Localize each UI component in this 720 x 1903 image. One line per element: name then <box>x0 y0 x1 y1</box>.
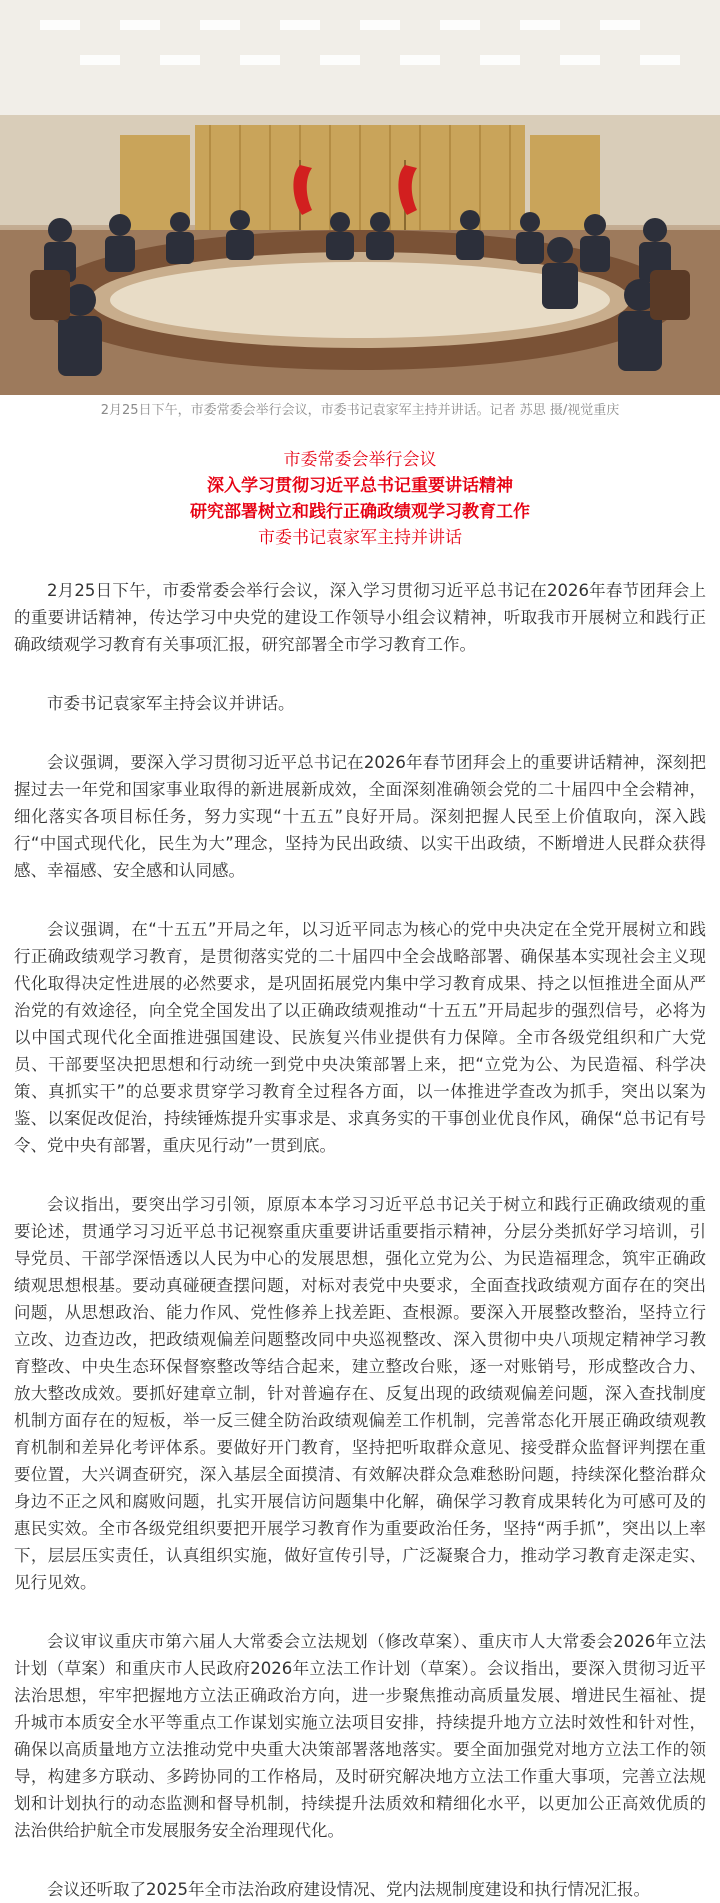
meeting-photo-illustration <box>0 0 720 395</box>
meeting-photo <box>0 0 720 395</box>
article-paragraph: 会议还听取了2025年全市法治政府建设情况、党内法规制度建设和执行情况汇报。 <box>47 1880 650 1899</box>
article-paragraph: 2月25日下午，市委常委会举行会议，深入学习贯彻习近平总书记在2026年春节团拜会上的重要讲话精神，传达学习中央党的建设工作领导小组会议精神，听取我市开展树立和践行正确政绩观学习教育有关事项汇报，研究部署全市学习教育工作。 <box>14 581 706 654</box>
headline-kicker: 市委常委会举行会议 <box>283 450 437 470</box>
article-paragraph: 市委书记袁家军主持会议并讲话。 <box>47 694 295 713</box>
headline-title-line-2: 研究部署树立和践行正确政绩观学习教育工作 <box>190 502 530 522</box>
article-body <box>0 577 720 1903</box>
headline-title-line-1: 深入学习贯彻习近平总书记重要讲话精神 <box>207 476 513 496</box>
article-headline <box>0 447 720 551</box>
photo-caption: 2月25日下午，市委常委会举行会议，市委书记袁家军主持并讲话。记者 苏思 摄/视觉重庆 <box>100 403 620 418</box>
article-paragraph: 会议审议重庆市第六届人大常委会立法规划（修改草案）、重庆市人大常委会2026年立法计划（草案）和重庆市人民政府2026年立法工作计划（草案）。会议指出，要深入贯彻习近平法治思想，牢牢把握地方立法正确政治方向，进一步聚焦推动高质量发展、增进民生福祉、提升城市本质安全水平等重点工作谋划实施立法项目安排，持续提升地方立法时效性和针对性，确保以高质量地方立法推动党中央重大决策部署落地落实。要全面加强党对地方立法工作的领导，构建多方联动、多跨协同的工作格局，及时研究解决地方立法工作重大事项，完善立法规划和计划执行的动态监测和督导机制，持续提升法质效和精细化水平，以更加公正高效优质的法治供给护航全市发展服务安全治理现代化。 <box>14 1632 706 1840</box>
article-paragraph: 会议强调，要深入学习贯彻习近平总书记在2026年春节团拜会上的重要讲话精神，深刻把握过去一年党和国家事业取得的新进展新成效，全面深刻准确领会党的二十届四中全会精神，细化落实各项目标任务，努力实现“十五五”良好开局。深刻把握人民至上价值取向，深入践行“中国式现代化，民生为大”理念，坚持为民出政绩、以实干出政绩，不断增进人民群众获得感、幸福感、安全感和认同感。 <box>14 753 706 880</box>
headline-subtitle: 市委书记袁家军主持并讲话 <box>258 528 462 548</box>
article-paragraph: 会议指出，要突出学习引领，原原本本学习习近平总书记关于树立和践行正确政绩观的重要论述，贯通学习习近平总书记视察重庆重要讲话重要指示精神，分层分类抓好学习培训，引导党员、干部学深悟透以人民为中心的发展思想，强化立党为公、为民造福理念，筑牢正确政绩观思想根基。要动真碰硬查摆问题，对标对表党中央要求，全面查找政绩观方面存在的突出问题，从思想政治、能力作风、党性修养上找差距、查根源。要深入开展整改整治，坚持立行立改、边查边改，把政绩观偏差问题整改同中央巡视整改、深入贯彻中央八项规定精神学习教育整改、中央生态环保督察整改等结合起来，建立整改台账，逐一对账销号，形成整改合力、放大整改成效。要抓好建章立制，针对普遍存在、反复出现的政绩观偏差问题，深入查找制度机制方面存在的短板，举一反三健全防治政绩观偏差工作机制，完善常态化开展正确政绩观教育机制和差异化考评体系。要做好开门教育，坚持把听取群众意见、接受群众监督评判摆在重要位置，大兴调查研究，深入基层全面摸清、有效解决群众急难愁盼问题，持续深化整治群众身边不正之风和腐败问题，扎实开展信访问题集中化解，确保学习教育成果转化为可感可及的惠民实效。全市各级党组织要把开展学习教育作为重要政治任务，坚持“两手抓”，突出以上率下，层层压实责任，认真组织实施，做好宣传引导，广泛凝聚合力，推动学习教育走深走实、见行见效。 <box>14 1195 706 1592</box>
article-paragraph: 会议强调，在“十五五”开局之年，以习近平同志为核心的党中央决定在全党开展树立和践行正确政绩观学习教育，是贯彻落实党的二十届四中全会战略部署、确保基本实现社会主义现代化取得决定性进展的必然要求，是巩固拓展党内集中学习教育成果、持之以恒推进全面从严治党的有效途径，向全党全国发出了以正确政绩观推动“十五五”开局起步的强烈信号，必将为以中国式现代化全面推进强国建设、民族复兴伟业提供有力保障。全市各级党组织和广大党员、干部要坚决把思想和行动统一到党中央决策部署上来，把“立党为公、为民造福、科学决策、真抓实干”的总要求贯穿学习教育全过程各方面，以一体推进学查改为抓手，突出以案为鉴、以案促改促治，持续锤炼提升实事求是、求真务实的干事创业优良作风，确保“总书记有号令、党中央有部署，重庆见行动”一贯到底。 <box>14 920 706 1155</box>
